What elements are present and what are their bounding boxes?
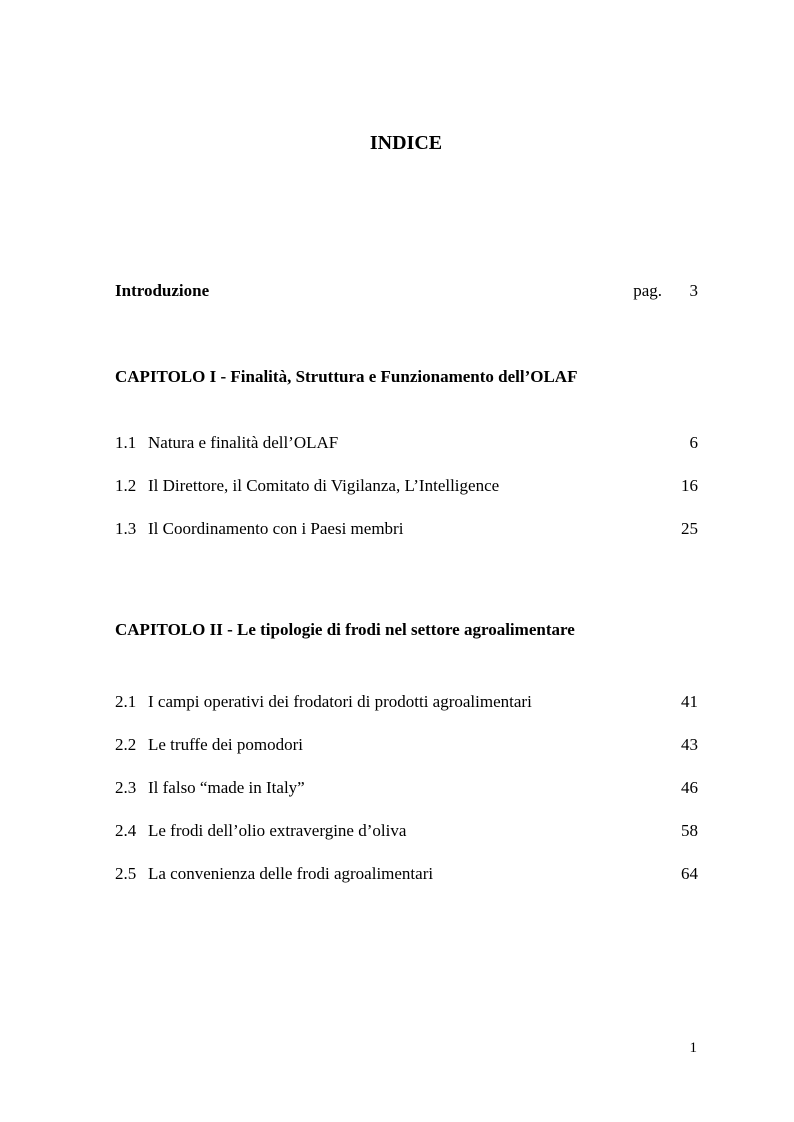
section-title: Il Coordinamento con i Paesi membri bbox=[148, 519, 404, 538]
section-page: 64 bbox=[681, 864, 698, 883]
section-number: 1.1 bbox=[115, 433, 137, 452]
section-title: La convenienza delle frodi agroalimentari bbox=[148, 864, 434, 883]
section-number: 2.5 bbox=[115, 864, 137, 883]
chapter-heading: CAPITOLO I - Finalità, Struttura e Funzionamento dell’OLAF bbox=[115, 367, 578, 386]
section-page: 46 bbox=[681, 778, 698, 797]
chapter-heading: CAPITOLO II - Le tipologie di frodi nel settore agroalimentare bbox=[115, 620, 575, 639]
section-page: 43 bbox=[681, 735, 698, 754]
section-page: 25 bbox=[681, 519, 698, 538]
section-number: 1.3 bbox=[115, 519, 137, 538]
page-number: 1 bbox=[689, 1040, 697, 1056]
section-page: 16 bbox=[681, 476, 698, 495]
toc-intro-page: 3 bbox=[689, 281, 698, 300]
toc-intro-label: Introduzione bbox=[115, 281, 210, 300]
section-title: Il Direttore, il Comitato di Vigilanza, L’Intelligence bbox=[148, 476, 500, 495]
section-number: 1.2 bbox=[115, 476, 137, 495]
section-title: I campi operativi dei frodatori di prodotti agroalimentari bbox=[148, 692, 532, 711]
section-page: 58 bbox=[681, 821, 698, 840]
section-number: 2.2 bbox=[115, 735, 137, 754]
section-page: 41 bbox=[681, 692, 698, 711]
section-number: 2.1 bbox=[115, 692, 137, 711]
section-page: 6 bbox=[689, 433, 698, 452]
page-title: INDICE bbox=[369, 132, 443, 154]
section-number: 2.4 bbox=[115, 821, 137, 840]
section-number: 2.3 bbox=[115, 778, 137, 797]
toc-pag-label: pag. bbox=[633, 281, 662, 300]
section-title: Il falso “made in Italy” bbox=[148, 778, 305, 797]
section-title: Le frodi dell’olio extravergine d’oliva bbox=[148, 821, 407, 840]
section-title: Natura e finalità dell’OLAF bbox=[148, 433, 339, 452]
section-title: Le truffe dei pomodori bbox=[148, 735, 304, 754]
